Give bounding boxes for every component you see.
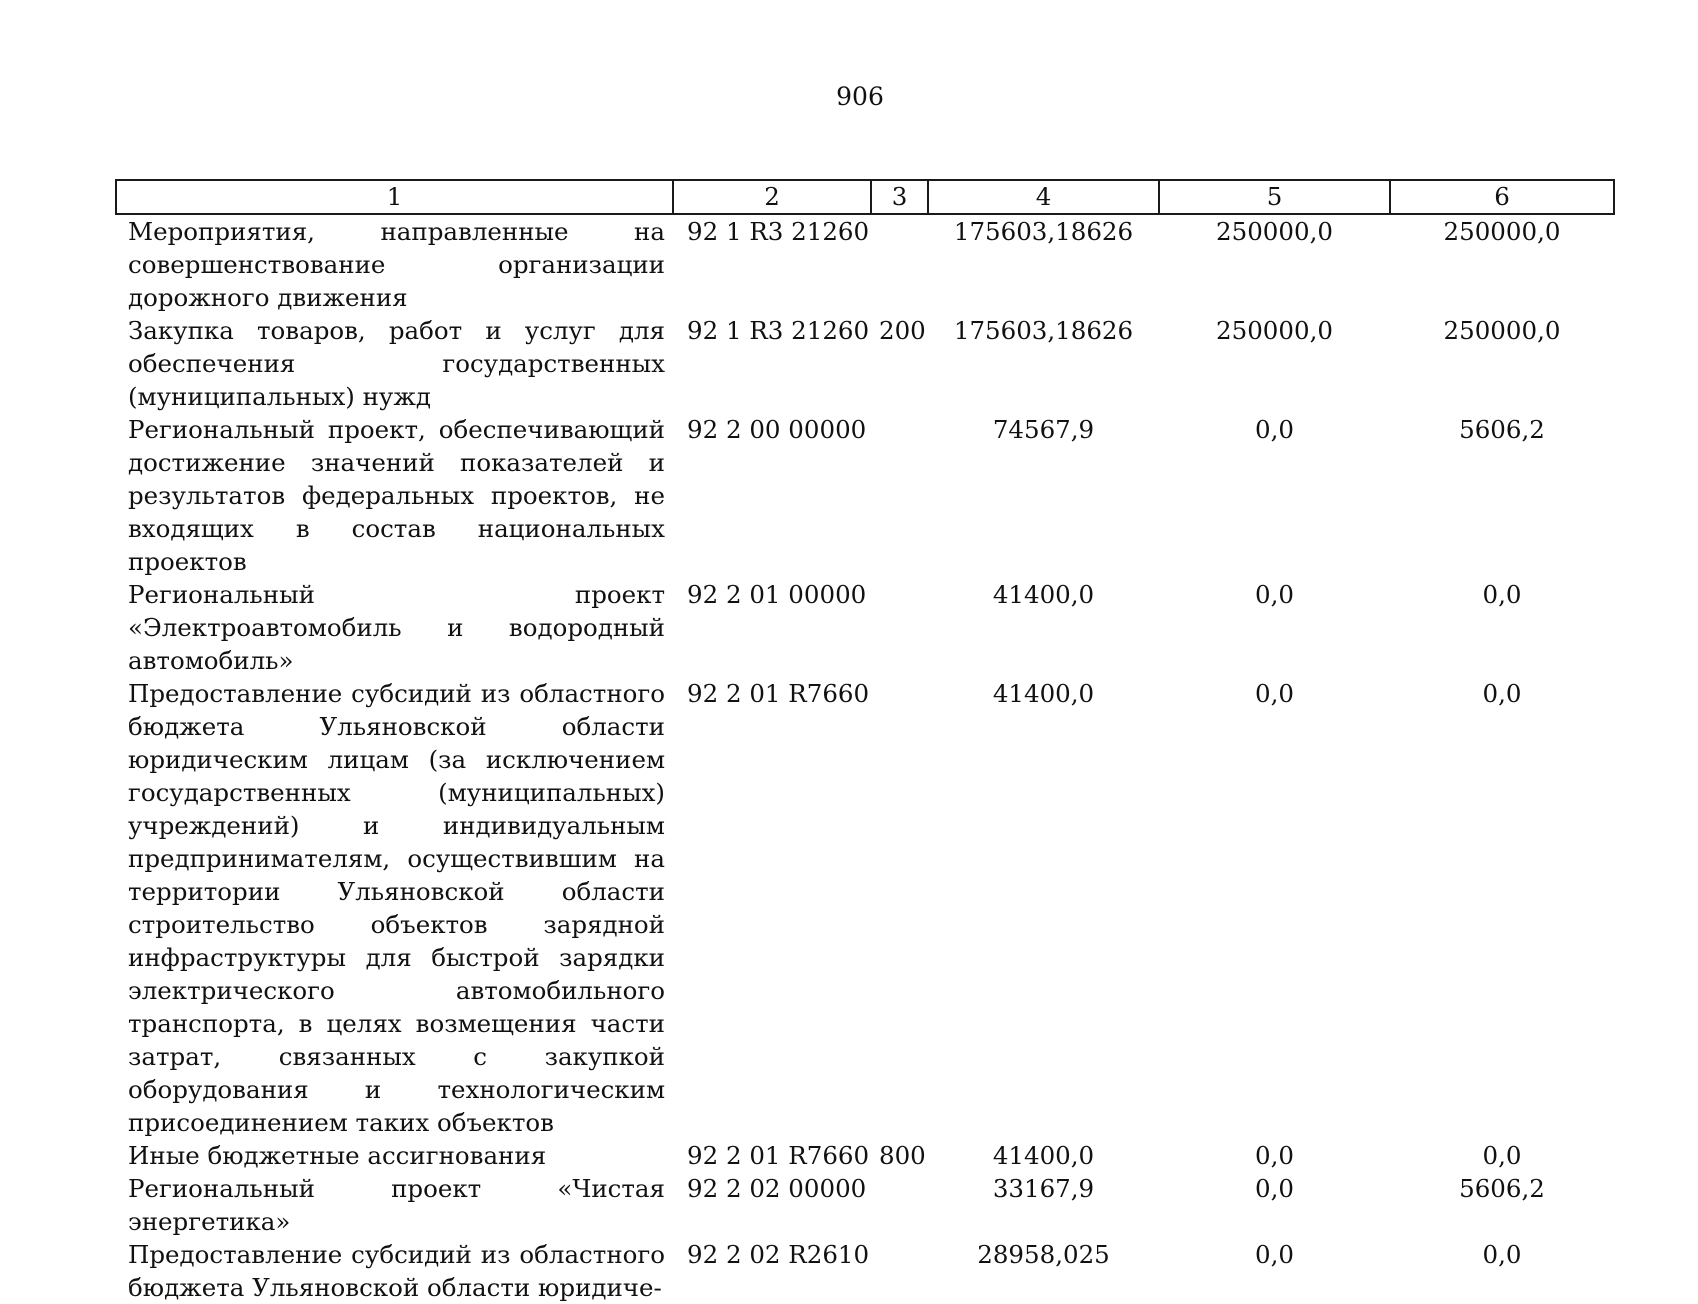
row-value-col4: 41400,0 <box>992 1141 1095 1170</box>
row-value-col5: 0,0 <box>1255 1174 1294 1203</box>
table-row <box>116 314 1614 413</box>
row-value-col5: 0,0 <box>1255 679 1294 708</box>
row-value-col4: 41400,0 <box>992 580 1095 609</box>
row-value-col6: 0,0 <box>1482 580 1522 609</box>
row-target-code: 92 1 R3 21260 <box>687 217 870 246</box>
row-value-col5: 0,0 <box>1255 1141 1294 1170</box>
row-value-col6: 0,0 <box>1482 679 1522 708</box>
row-value-col5: 250000,0 <box>1216 316 1333 345</box>
row-value-col5: 250000,0 <box>1216 217 1333 246</box>
row-name: Региональный проект, обеспечивающий достижение значений показателей и результатов федеральных проектов, не входящих в состав национальных проектов <box>128 415 665 576</box>
table-row <box>116 677 1614 1139</box>
table-row <box>116 578 1614 677</box>
column-header: 2 <box>673 180 871 214</box>
budget-table <box>115 179 1615 1304</box>
row-name: Региональный проект «Электроавтомобиль и водородный автомобиль» <box>128 580 665 675</box>
row-value-col5: 0,0 <box>1255 1240 1294 1269</box>
row-value-col6: 250000,0 <box>1443 217 1561 246</box>
row-expense-type <box>871 1172 928 1238</box>
row-value-col4: 33167,9 <box>992 1174 1095 1203</box>
column-header: 1 <box>116 180 673 214</box>
column-header: 6 <box>1390 180 1614 214</box>
table-row <box>116 214 1614 314</box>
row-expense-type <box>871 1238 928 1304</box>
row-target-code: 92 2 01 R7660 <box>687 1141 870 1170</box>
row-target-code: 92 2 01 R7660 <box>687 679 870 708</box>
row-target-code: 92 1 R3 21260 <box>687 316 870 345</box>
row-expense-type <box>871 413 928 578</box>
column-header: 3 <box>871 180 928 214</box>
row-value-col6: 250000,0 <box>1443 316 1561 345</box>
row-value-col5: 0,0 <box>1255 580 1294 609</box>
row-value-col4: 41400,0 <box>992 679 1095 708</box>
table-row <box>116 1238 1614 1304</box>
row-name: Закупка товаров, работ и услуг для обеспечения государственных (муниципальных) нужд <box>128 316 665 411</box>
row-value-col6: 0,0 <box>1482 1240 1522 1269</box>
row-target-code: 92 2 00 00000 <box>687 415 867 444</box>
row-target-code: 92 2 02 00000 <box>687 1174 867 1203</box>
row-value-col5: 0,0 <box>1255 415 1294 444</box>
page-number: 906 <box>836 82 884 111</box>
row-expense-type: 800 <box>879 1141 926 1170</box>
row-expense-type <box>871 677 928 1139</box>
row-value-col4: 175603,18626 <box>953 217 1134 246</box>
row-value-col6: 5606,2 <box>1459 415 1545 444</box>
row-name: Предоставление субсидий из областного бюджета Ульяновской области юридическим лицам (за исключением государственных (муниципальных) учреждений) и индивидуальным предпринимателям, осуществившим на территории Ульяновской области строительство объектов зарядной инфраструктуры для быстрой зарядки электрического автомобильного транспорта, в целях возмещения части затрат, связанных с закупкой оборудования и технологическим присоединением таких объектов <box>128 679 665 1137</box>
row-value-col6: 0,0 <box>1482 1141 1522 1170</box>
row-target-code: 92 2 01 00000 <box>687 580 867 609</box>
row-name: Мероприятия, направленные на совершенствование организации дорожного движения <box>128 217 665 312</box>
row-value-col4: 175603,18626 <box>953 316 1134 345</box>
row-value-col4: 74567,9 <box>992 415 1095 444</box>
column-header: 5 <box>1159 180 1390 214</box>
row-name: Предоставление субсидий из областного бюджета Ульяновской области юридиче- <box>128 1240 665 1302</box>
row-value-col6: 5606,2 <box>1459 1174 1545 1203</box>
row-name: Иные бюджетные ассигнования <box>128 1141 547 1170</box>
column-header: 4 <box>928 180 1159 214</box>
row-value-col4: 28958,025 <box>977 1240 1110 1269</box>
table-row <box>116 1139 1614 1172</box>
row-target-code: 92 2 02 R2610 <box>687 1240 870 1269</box>
row-expense-type <box>871 578 928 677</box>
table-header-row <box>116 180 1614 214</box>
row-expense-type: 200 <box>879 316 926 345</box>
table-row <box>116 413 1614 578</box>
row-name: Региональный проект «Чистая энергетика» <box>128 1174 665 1236</box>
row-expense-type <box>871 214 928 314</box>
table-row <box>116 1172 1614 1238</box>
